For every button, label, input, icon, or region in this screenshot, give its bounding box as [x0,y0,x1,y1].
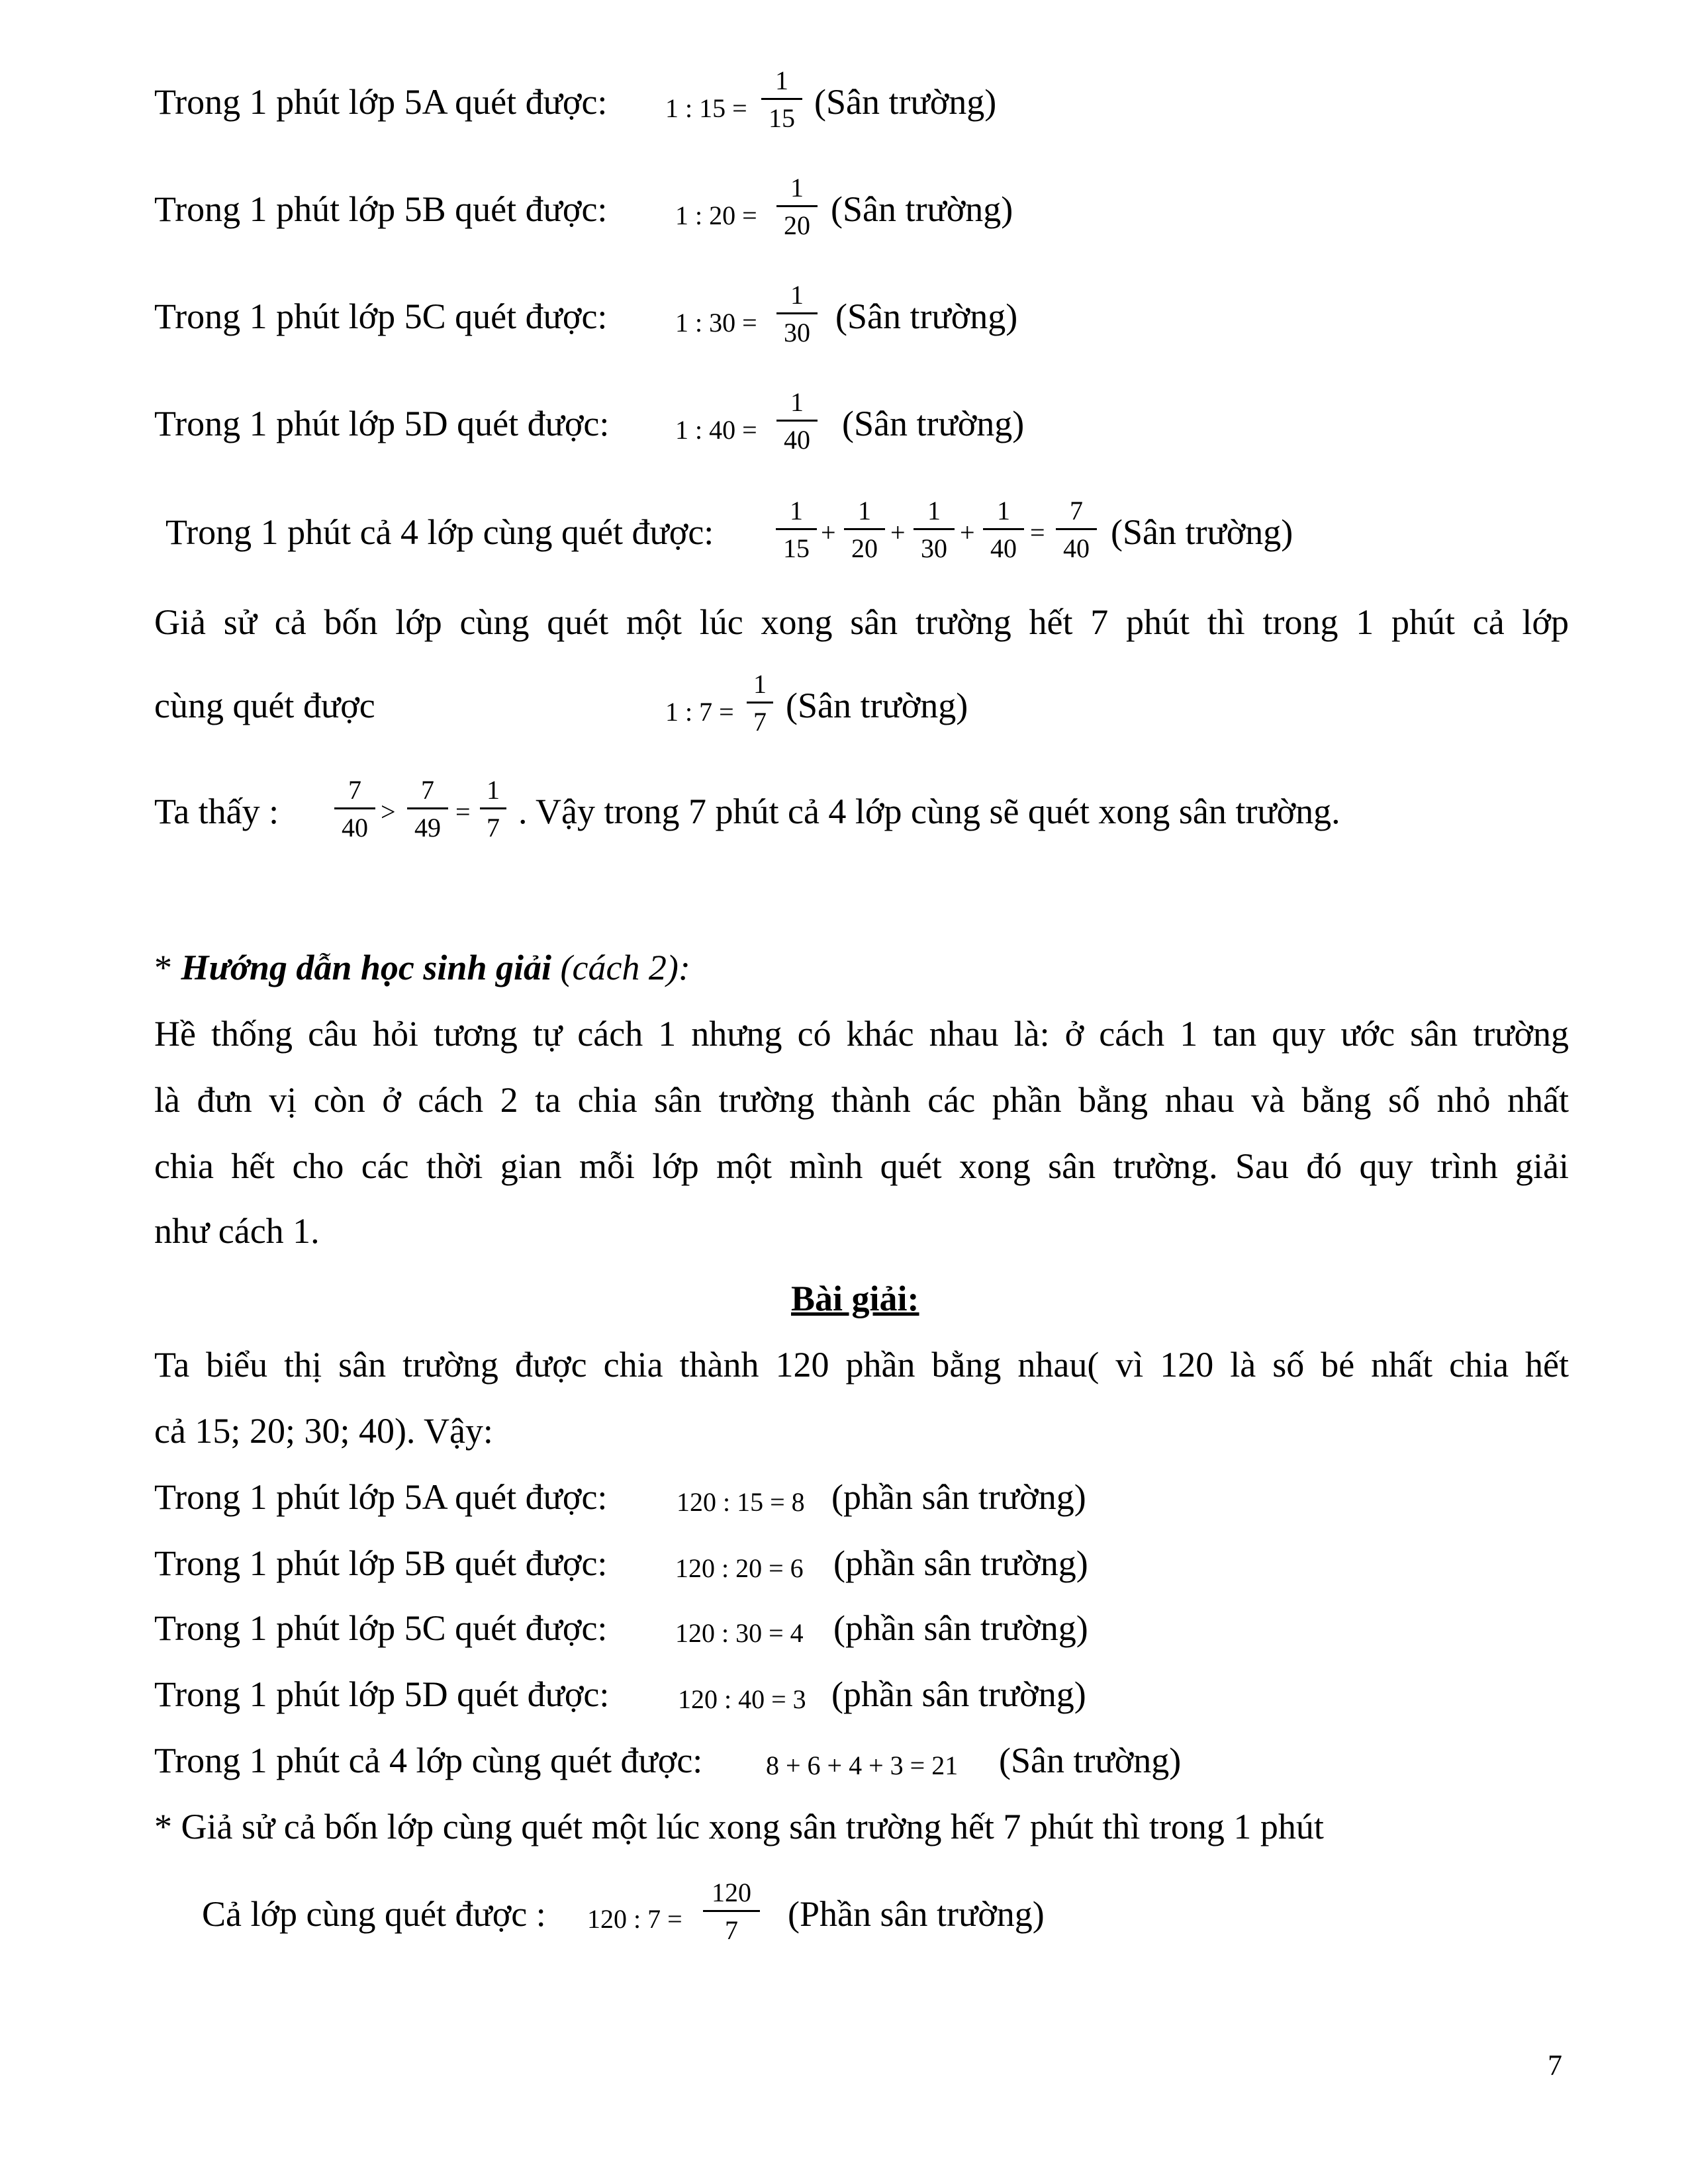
sol-suppose: * Giả sử cả bốn lớp cùng quét một lúc xong sân trường hết 7 phút thì trong 1 phút [154,1807,1324,1846]
sum-fraction-1 [776,496,817,563]
row-5c-fraction [776,281,818,347]
fraction-numerator: 1 [790,387,804,417]
row-5d-fraction [776,388,818,455]
fraction-denominator: 40 [1063,533,1090,563]
row-5d-unit: (Sân trường) [842,404,1025,443]
compare-fraction-3 [480,776,506,842]
row-5a-fraction [761,66,802,133]
solution-intro-1: Ta biểu thị sân trường được chia thành 120 phần bằng nhau( vì 120 là số bé nhất chia hết [154,1345,1569,1385]
fraction-denominator: 40 [990,533,1017,563]
plus-operator: + [890,518,906,547]
sum-fraction-4 [983,496,1024,563]
fraction-denominator: 15 [769,103,795,133]
row-5c-unit: (Sân trường) [835,296,1018,336]
solution-heading: Bài giải: [791,1279,919,1318]
sol-row-5d-unit: (phần sân trường) [831,1674,1086,1714]
row-5a-label: Trong 1 phút lớp 5A quét được: [154,82,608,122]
guide-title [154,946,690,989]
fraction-denominator: 7 [725,1915,738,1945]
fraction-numerator: 1 [790,280,804,310]
sum-row-label: Trong 1 phút cả 4 lớp cùng quét được: [165,512,714,552]
ta-thay-conclusion: . Vậy trong 7 phút cả 4 lớp cùng sẽ quét xong sân trường. [518,792,1340,831]
sum-row-unit: (Sân trường) [1111,512,1293,552]
sol-row-5d-expr: 120 : 40 = 3 [678,1684,806,1714]
fraction-numerator: 1 [487,775,500,805]
sol-last-fraction [703,1878,760,1945]
guide-subtitle: (cách 2): [551,948,690,987]
sol-row-5b-label: Trong 1 phút lớp 5B quét được: [154,1543,608,1583]
row-5d-expr: 1 : 40 = [675,415,757,445]
fraction-numerator: 1 [775,66,788,95]
row-5b-fraction [776,173,818,240]
row-5c-expr: 1 : 30 = [675,308,757,338]
row-5a-expr: 1 : 15 = [665,93,747,123]
fraction-denominator: 15 [783,533,810,563]
sol-row-5d-label: Trong 1 phút lớp 5D quét được: [154,1674,610,1714]
sol-last-expr: 120 : 7 = [587,1904,682,1934]
ta-thay-label: Ta thấy : [154,792,279,831]
guide-line-4: như cách 1. [154,1211,320,1251]
sol-row-5c-expr: 120 : 30 = 4 [675,1618,804,1648]
fraction-denominator: 20 [784,210,810,240]
guide-title-text: Hướng dẫn học sinh giải [181,948,551,987]
fraction-denominator: 30 [784,318,810,347]
suppose-line-2: cùng quét được [154,686,375,725]
fraction-numerator: 120 [712,1878,751,1907]
fraction-denominator: 7 [487,813,500,842]
fraction-numerator: 1 [790,496,803,525]
sol-row-5a-unit: (phần sân trường) [831,1477,1086,1517]
guide-line-1: Hề thống câu hỏi tương tự cách 1 nhưng có khác nhau là: ở cách 1 tan quy ước sân trường [154,1014,1569,1054]
suppose-expr: 1 : 7 = [665,697,734,727]
row-5c-label: Trong 1 phút lớp 5C quét được: [154,296,608,336]
sum-fraction-3 [914,496,955,563]
fraction-denominator: 20 [851,533,878,563]
equals-operator: = [1030,518,1045,547]
fraction-denominator: 40 [342,813,368,842]
plus-operator: + [821,518,836,547]
fraction-numerator: 1 [790,173,804,203]
sum-fraction-2 [844,496,885,563]
fraction-numerator: 1 [997,496,1010,525]
greater-than-operator: > [381,797,396,827]
fraction-denominator: 30 [921,533,947,563]
row-5a-unit: (Sân trường) [814,82,997,122]
row-5b-label: Trong 1 phút lớp 5B quét được: [154,189,608,229]
suppose-fraction [747,670,773,737]
fraction-denominator: 49 [414,813,441,842]
fraction-denominator: 40 [784,425,810,455]
sol-sum-unit: (Sân trường) [999,1741,1182,1780]
suppose-line-1: Giả sử cả bốn lớp cùng quét một lúc xong sân trường hết 7 phút thì trong 1 phút cả lớp [154,602,1569,642]
row-5b-unit: (Sân trường) [831,189,1013,229]
suppose-unit: (Sân trường) [786,686,968,725]
sum-result-fraction [1056,496,1097,563]
sol-sum-expr: 8 + 6 + 4 + 3 = 21 [766,1751,959,1780]
fraction-denominator: 7 [753,707,767,737]
fraction-numerator: 1 [858,496,871,525]
sol-row-5a-label: Trong 1 phút lớp 5A quét được: [154,1477,608,1517]
guide-star: * [154,948,181,987]
guide-line-2: là đưn vị còn ở cách 2 ta chia sân trường thành các phần bằng nhau và bằng số nhỏ nhất [154,1080,1569,1120]
compare-fraction-2 [407,776,448,842]
fraction-numerator: 7 [1070,496,1083,525]
sol-row-5a-expr: 120 : 15 = 8 [677,1487,805,1517]
solution-intro-2: cả 15; 20; 30; 40). Vậy: [154,1411,493,1451]
row-5b-expr: 1 : 20 = [675,201,757,230]
compare-fraction-1 [334,776,375,842]
equals-operator: = [455,797,471,827]
sol-last-label: Cả lớp cùng quét được : [202,1894,546,1934]
fraction-numerator: 1 [927,496,941,525]
sol-row-5c-unit: (phần sân trường) [833,1608,1088,1648]
page-number: 7 [1548,2049,1562,2081]
fraction-numerator: 1 [753,669,767,699]
fraction-numerator: 7 [348,775,361,805]
sol-row-5c-label: Trong 1 phút lớp 5C quét được: [154,1608,608,1648]
row-5d-label: Trong 1 phút lớp 5D quét được: [154,404,610,443]
sol-sum-label: Trong 1 phút cả 4 lớp cùng quét được: [154,1741,703,1780]
plus-operator: + [960,518,975,547]
guide-line-3: chia hết cho các thời gian mỗi lớp một mình quét xong sân trường. Sau đó quy trình giải [154,1146,1569,1186]
fraction-numerator: 7 [421,775,434,805]
sol-last-unit: (Phần sân trường) [788,1894,1045,1934]
sol-row-5b-unit: (phần sân trường) [833,1543,1088,1583]
sol-row-5b-expr: 120 : 20 = 6 [675,1553,804,1583]
